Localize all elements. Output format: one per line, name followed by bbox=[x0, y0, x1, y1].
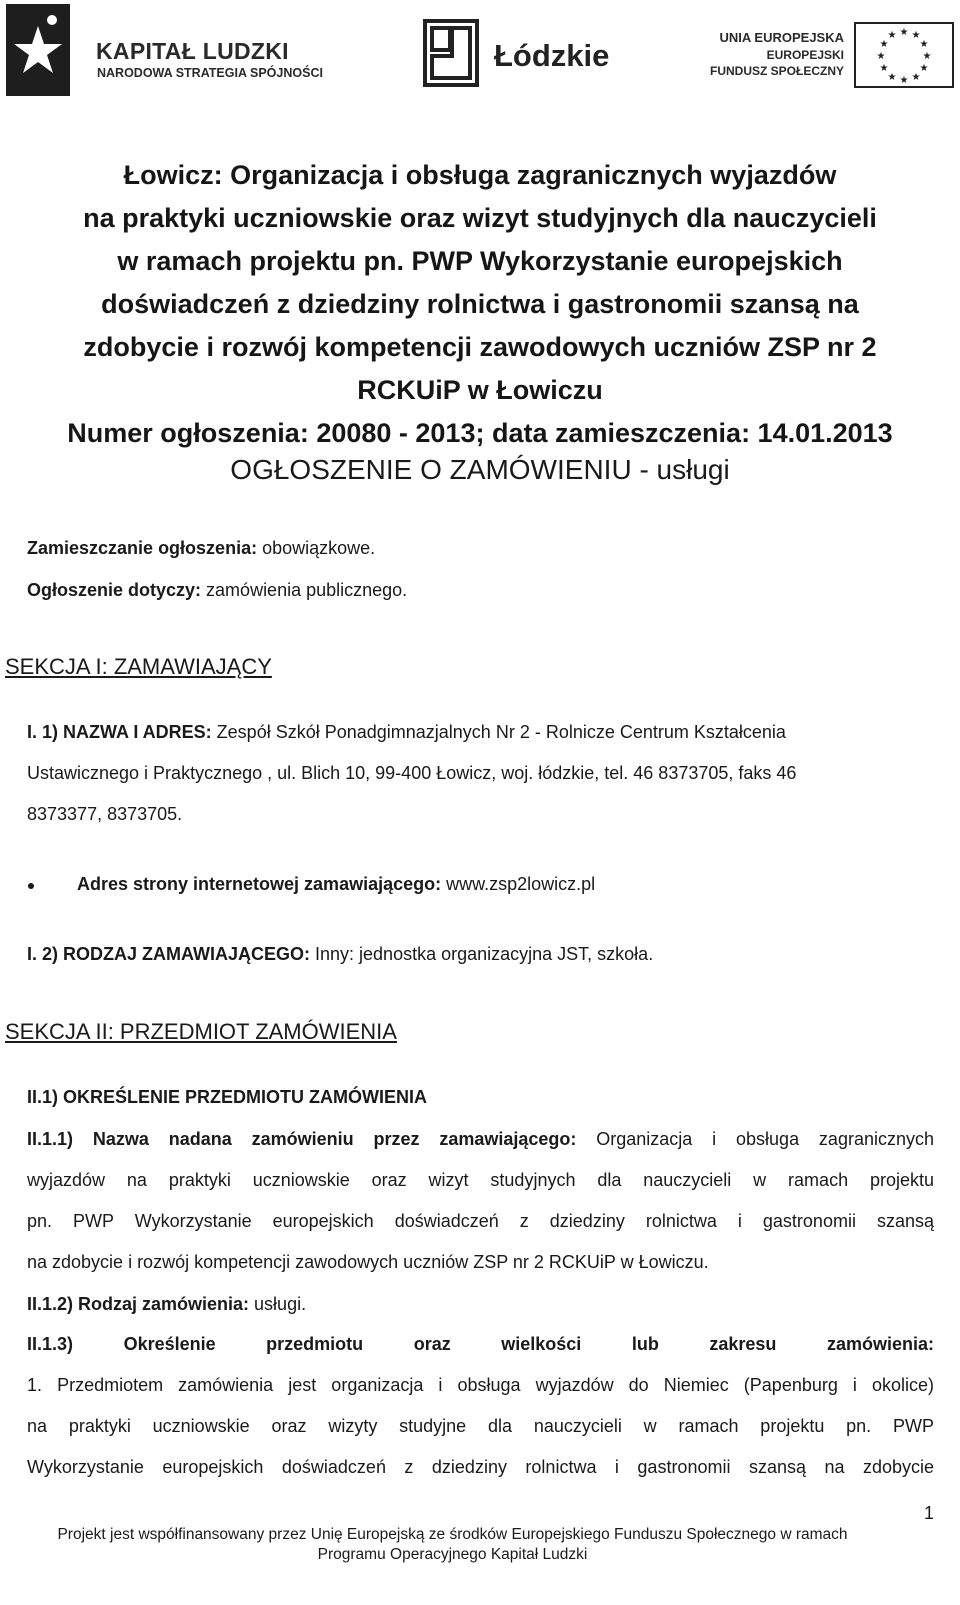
footer bbox=[0, 1525, 905, 1565]
lodzkie-emblem-icon bbox=[422, 18, 480, 88]
title-line: Łowicz: Organizacja i obsługa zagranicznych wyjazdów bbox=[123, 160, 837, 190]
title-line: w ramach projektu pn. PWP Wykorzystanie europejskich bbox=[117, 246, 843, 276]
placement-label: Zamieszczanie ogłoszenia: bbox=[27, 538, 258, 558]
order-name-line bbox=[27, 1119, 934, 1160]
eu-logo bbox=[709, 22, 954, 86]
section-2-heading: SEKCJA II: PRZEDMIOT ZAMÓWIENIA bbox=[5, 1019, 397, 1044]
contracting-name-line2: Ustawicznego i Praktycznego , ul. Blich 10, 99-400 Łowicz, woj. łódzkie, tel. 46 8373705, faks 46 bbox=[27, 763, 797, 783]
concerns-line bbox=[27, 580, 407, 601]
svg-text:★: ★ bbox=[899, 75, 909, 86]
placement-value: obowiązkowe. bbox=[257, 538, 376, 558]
order-name-line: na zdobycie i rozwój kompetencji zawodowych uczniów ZSP nr 2 RCKUiP w Łowiczu. bbox=[27, 1252, 709, 1272]
contracting-name-line1 bbox=[27, 722, 786, 743]
contracting-type-line bbox=[27, 944, 653, 965]
svg-text:★: ★ bbox=[911, 72, 921, 83]
order-kind-value: usługi. bbox=[249, 1294, 307, 1314]
kl-title: KAPITAŁ LUDZKI bbox=[96, 38, 289, 64]
contracting-name-line3: 8373377, 8373705. bbox=[27, 804, 183, 824]
svg-text:★: ★ bbox=[922, 51, 932, 62]
website-link[interactable]: www.zsp2lowicz.pl bbox=[441, 874, 596, 894]
order-kind-label: II.1.2) Rodzaj zamówienia: bbox=[27, 1294, 250, 1314]
concerns-value: zamówienia publicznego. bbox=[201, 580, 408, 600]
scope-line: Wykorzystanie europejskich doświadczeń z dziedziny rolnictwa i gastronomii szansą na zdobycie bbox=[27, 1457, 934, 1477]
name-address-value: Zespół Szkół Ponadgimnazjalnych Nr 2 - Rolnicze Centrum Kształcenia bbox=[211, 722, 786, 742]
website-label: Adres strony internetowej zamawiającego: bbox=[77, 874, 442, 894]
footer-line: Programu Operacyjnego Kapitał Ludzki bbox=[317, 1546, 588, 1563]
name-address-label: I. 1) NAZWA I ADRES: bbox=[27, 722, 212, 742]
placement-line bbox=[27, 538, 375, 559]
svg-text:★: ★ bbox=[879, 39, 889, 50]
contracting-type-value: Inny: jednostka organizacyjna JST, szkoła. bbox=[310, 944, 654, 964]
eu-line2: EUROPEJSKI bbox=[766, 48, 844, 62]
scope-paragraph bbox=[27, 1324, 934, 1488]
contracting-type-label: I. 2) RODZAJ ZAMAWIAJĄCEGO: bbox=[27, 944, 311, 964]
title-line: RCKUiP w Łowiczu bbox=[357, 375, 603, 405]
lodzkie-label: Łódzkie bbox=[494, 38, 610, 73]
footer-line: Projekt jest współfinansowany przez Unię Europejską ze środków Europejskiego Funduszu Społecznego w ramach bbox=[57, 1526, 848, 1543]
scope-line: 1. Przedmiotem zamówienia jest organizacja i obsługa wyjazdów do Niemiec (Papenburg i okolice) bbox=[27, 1375, 934, 1395]
svg-text:★: ★ bbox=[887, 30, 897, 41]
svg-text:★: ★ bbox=[876, 51, 886, 62]
title-line: na praktyki uczniowskie oraz wizyt studyjnych dla nauczycieli bbox=[83, 203, 877, 233]
svg-text:★: ★ bbox=[879, 63, 889, 74]
svg-text:★: ★ bbox=[899, 27, 909, 38]
order-name-line: wyjazdów na praktyki uczniowskie oraz wizyt studyjnych dla nauczycieli w ramach projektu bbox=[27, 1170, 934, 1190]
bullet-icon bbox=[28, 883, 34, 889]
svg-text:★: ★ bbox=[911, 30, 921, 41]
lodzkie-logo bbox=[422, 18, 612, 88]
subject-subheading: II.1) OKREŚLENIE PRZEDMIOTU ZAMÓWIENIA bbox=[27, 1087, 428, 1107]
order-name-label: II.1.1) Nazwa nadana zamówieniu przez zamawiającego: bbox=[27, 1129, 577, 1149]
svg-text:★: ★ bbox=[887, 72, 897, 83]
title-line: zdobycie i rozwój kompetencji zawodowych uczniów ZSP nr 2 bbox=[83, 332, 877, 362]
kl-subtitle: NARODOWA STRATEGIA SPÓJNOŚCI bbox=[97, 66, 323, 80]
document-title bbox=[20, 154, 940, 455]
concerns-label: Ogłoszenie dotyczy: bbox=[27, 580, 202, 600]
order-kind-line bbox=[27, 1294, 306, 1315]
star-icon bbox=[6, 4, 70, 96]
title-line: doświadczeń z dziedziny rolnictwa i gastronomii szansą na bbox=[101, 289, 859, 319]
logo-bar bbox=[0, 0, 960, 100]
order-name-value: Organizacja i obsługa zagranicznych bbox=[576, 1129, 934, 1149]
eu-line3: FUNDUSZ SPOŁECZNY bbox=[709, 64, 844, 78]
section-1-heading: SEKCJA I: ZAMAWIAJĄCY bbox=[5, 654, 272, 679]
eu-flag-icon bbox=[854, 22, 954, 88]
kapital-ludzki-logo bbox=[6, 4, 336, 96]
announcement-type: OGŁOSZENIE O ZAMÓWIENIU - usługi bbox=[230, 454, 730, 485]
page-number: 1 bbox=[923, 1503, 934, 1523]
eu-line1: UNIA EUROPEJSKA bbox=[719, 30, 844, 45]
announcement-number: Numer ogłoszenia: 20080 - 2013; data zamieszczenia: 14.01.2013 bbox=[67, 418, 893, 448]
order-name-paragraph bbox=[27, 1119, 934, 1283]
scope-line: na praktyki uczniowskie oraz wizyty studyjne dla nauczycieli w ramach projektu pn. PWP bbox=[27, 1416, 934, 1436]
website-line bbox=[77, 874, 595, 895]
svg-text:★: ★ bbox=[919, 39, 929, 50]
order-name-line: pn. PWP Wykorzystanie europejskich doświadczeń z dziedziny rolnictwa i gastronomii szansą bbox=[27, 1211, 934, 1231]
scope-label: II.1.3) Określenie przedmiotu oraz wielkości lub zakresu zamówienia: bbox=[27, 1334, 934, 1354]
svg-text:★: ★ bbox=[919, 63, 929, 74]
